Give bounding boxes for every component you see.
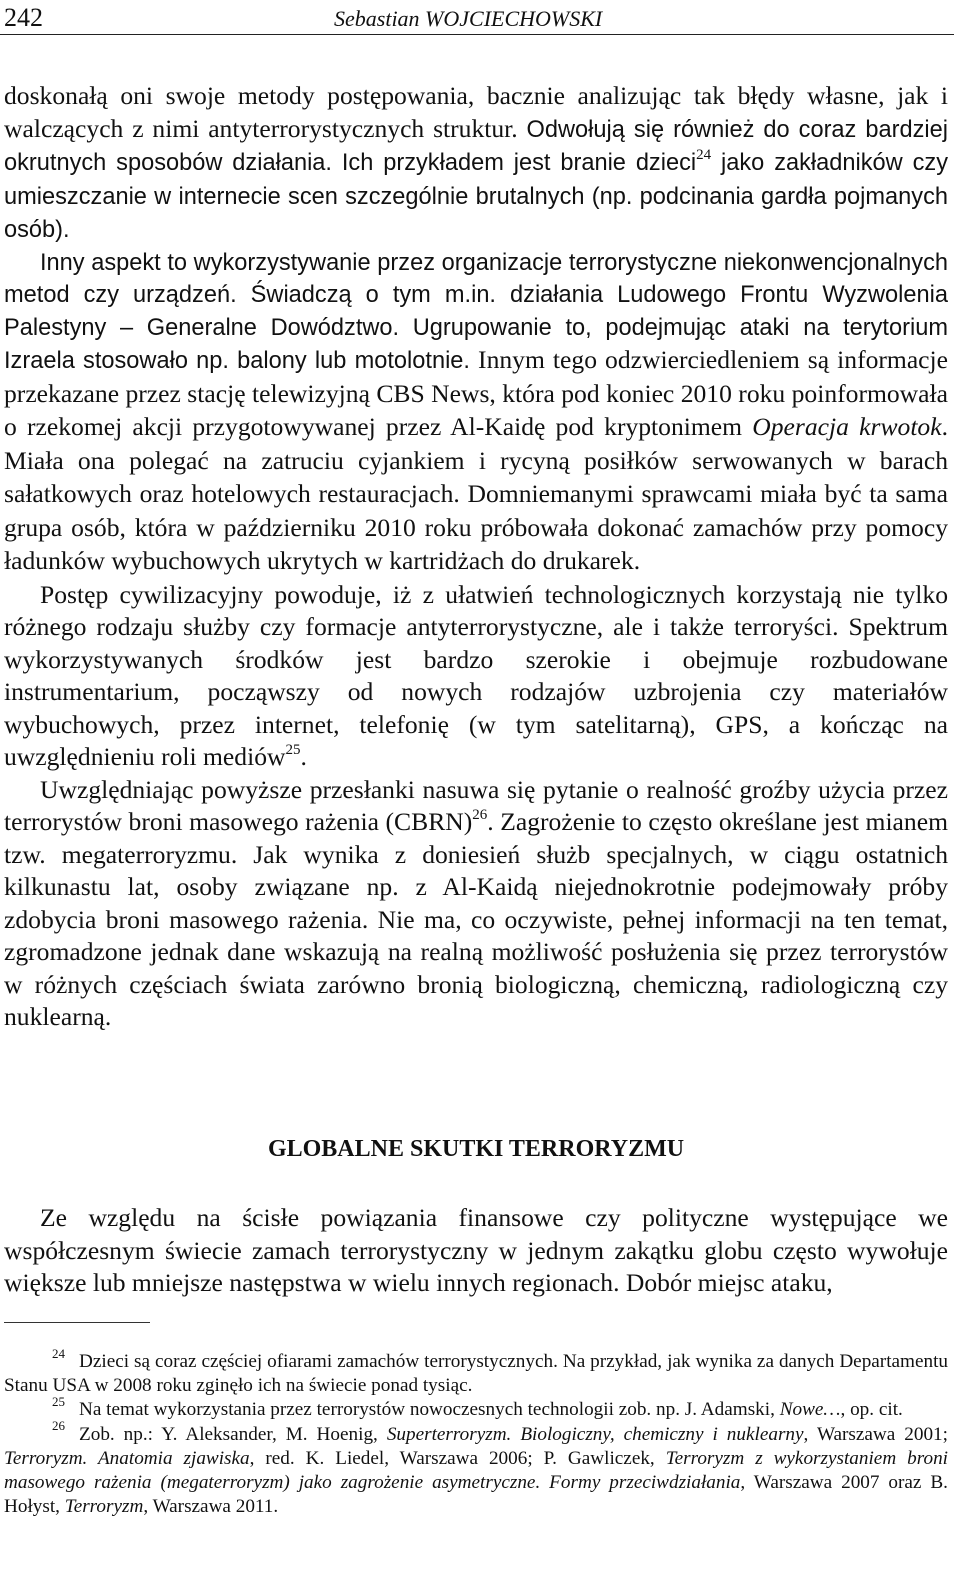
footnotes bbox=[4, 1345, 948, 1519]
paragraph-5: Ze względu na ścisłe powiązania finansowe czy polityczne występujące we współczesnym świecie zamach terrorystyczny w jednym zakątku globu często wywołuje większe lub mniejsze następstwa w wielu innych regionach. Dobór miejsc ataku, bbox=[4, 1203, 948, 1297]
running-header bbox=[4, 0, 954, 32]
section-heading: GLOBALNE SKUTKI TERRORYZMU bbox=[267, 1136, 685, 1162]
footnote-26: $^{26}$ Zob. np.: Y. Aleksander, M. Hoenig, Superterroryzm. Biologiczny, chemiczny i nuklearny, Warszawa 2001; Terroryzm. Anatomia zjawiska, red. K. Liedel, Warszawa 2006; P. Gawliczek, Terroryzm z wykorzystaniem broni masowego rażenia (megaterroryzm) jako zagrożenie asymetryczne. Formy przeciwdziałania, Warszawa 2007 oraz B. Hołyst, Terroryzm, Warszawa 2011. bbox=[4, 1418, 948, 1518]
main-text bbox=[4, 80, 948, 1034]
header-rule bbox=[0, 34, 954, 35]
footnote-25: $^{25}$ Na temat wykorzystania przez terrorystów nowoczesnych technologii zob. np. J. Adamski, Nowe…, op. cit. bbox=[52, 1394, 903, 1421]
footnote-ref-26[interactable]: 26 bbox=[472, 807, 488, 824]
paragraph-4: Uwzględniając powyższe przesłanki nasuwa się pytanie o realność groźby użycia przez terrorystów broni masowego rażenia (CBRN)$^{26}$. Zagrożenie to często określane jest mianem tzw. megaterroryzmu. Jak wynika z doniesień służb specjalnych, w ciągu ostatnich kilkunastu lat, osoby związane np. z Al-Kaidą niejednokrotnie podejmowały próby zdobycia broni masowego rażenia. Nie ma, co oczywiste, pełnej informacji na ten temat, zgromadzone jednak dane wskazują na realną możliwość posłużenia się przez terrorystów w różnych częściach świata zarówno bronią biologiczną, chemiczną, radiologiczną czy nuklearną. bbox=[4, 774, 948, 1031]
footnote-ref-24[interactable]: 24 bbox=[696, 147, 712, 164]
running-author: Sebastian WOJCIECHOWSKI bbox=[334, 6, 603, 31]
footnote-24: $^{24}$ Dzieci są coraz częściej ofiarami zamachów terrorystycznych. Na przykład, jak wynika za danych Departamentu Stanu USA w 2008 roku zginęło ich na świecie ponad tysiąc. bbox=[4, 1345, 948, 1397]
paragraph-3: Postęp cywilizacyjny powoduje, iż z ułatwień technologicznych korzystają nie tylko różnego rodzaju służby czy formacje antyterrorystyczne, ale i także terroryści. Spektrum wykorzystywanych środków jest bardzo szerokie i obejmuje rozbudowane instrumentarium, począwszy od nowych rodzajów uzbrojenia czy materiałów wybuchowych, przez internet, telefonię (w tym satelitarną), GPS, a kończąc na uwzględnieniu roli mediów$^{25}$. bbox=[4, 579, 948, 771]
footnote-rule bbox=[4, 1322, 150, 1323]
paragraph-1: doskonałą oni swoje metody postępowania, bacznie analizując tak błędy własne, jak i walczących z nimi antyterrorystycznych struktur. Odwołują się również do coraz bardziej okrutnych sposobów działania. Ich przykładem jest branie dzieci$^{24}$ jako zakładników czy umieszczanie w internecie scen szczególnie brutalnych (np. podcinania gardła pojmanych osób). bbox=[4, 81, 948, 243]
paragraph-2: Inny aspekt to wykorzystywanie przez organizacje terrorystyczne niekonwencjonalnych metod czy urządzeń. Świadczą o tym m.in. działania Ludowego Frontu Wyzwolenia Palestyny – Generalne Dowództwo. Ugrupowanie to, podejmując ataki na terytorium Izraela stosowało np. balony lub motolotnie. Innym tego odzwierciedleniem są informacje przekazane przez stację telewizyjną CBS News, która pod koniec 2010 roku poinformowała o rzekomej akcji przygotowywanej przez Al-Kaidę pod kryptonimem Operacja krwotok. Miała ona polegać na zatruciu cyjankiem i rycyną posiłków serwowanych w barach sałatkowych oraz hotelowych restauracjach. Domniemanymi sprawcami miała być ta sama grupa osób, która w październiku 2010 roku próbowała dokonać zamachów przy pomocy ładunków wybuchowych ukrytych w kartridżach do drukarek. bbox=[4, 249, 949, 575]
footnote-ref-25[interactable]: 25 bbox=[285, 742, 301, 759]
page-number: 242 bbox=[4, 3, 43, 32]
